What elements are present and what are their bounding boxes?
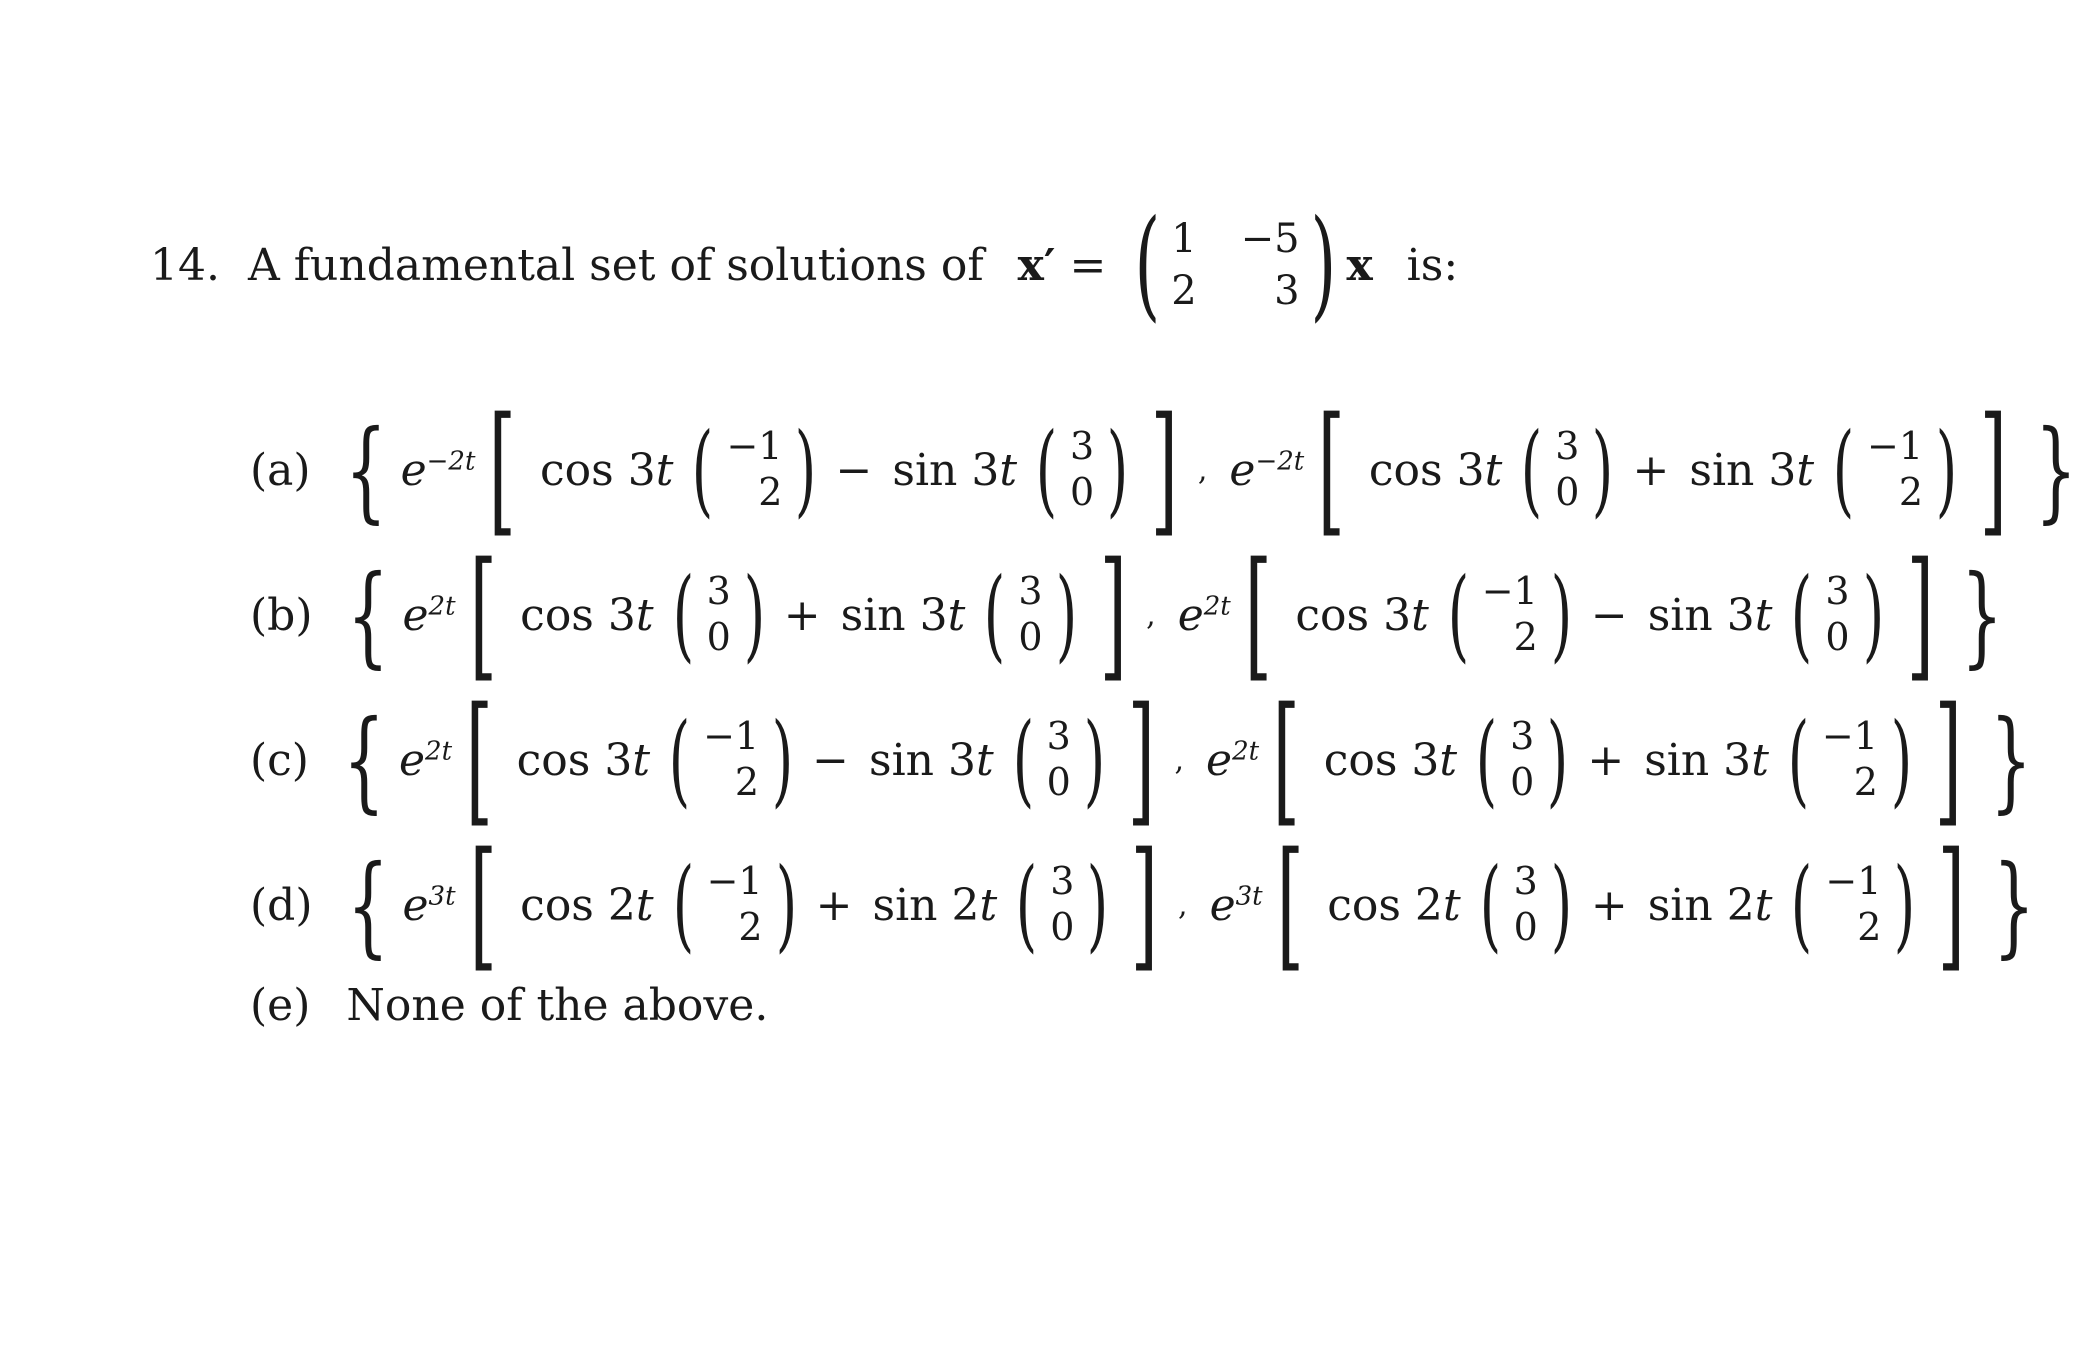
column-vector	[722, 424, 786, 515]
operator: +	[1590, 879, 1628, 931]
vec-left-paren: (	[1012, 701, 1034, 818]
vec-entry: −1	[726, 424, 783, 469]
trig-fn: sin 3	[892, 444, 1000, 496]
vec-entry: 3	[1050, 859, 1075, 904]
column-vector	[699, 714, 763, 805]
option-label: (c)	[250, 734, 309, 786]
comma: ,	[1197, 452, 1208, 488]
operator: +	[1587, 734, 1625, 786]
vec-entry: 2	[1898, 470, 1924, 514]
vec-entry: −1	[1821, 714, 1878, 759]
question-var: x′	[1017, 239, 1056, 291]
exponential: $e^{3t}$	[1209, 879, 1263, 931]
trig-term	[869, 735, 994, 786]
left-bracket: [	[1272, 678, 1301, 841]
t-var: t	[1442, 879, 1461, 931]
exponential: $e^{2t}$	[402, 589, 456, 641]
vec-entry: 0	[706, 615, 731, 659]
exponent: 2t	[1232, 735, 1260, 766]
t-var: t	[655, 444, 674, 496]
vec-entry: 3	[1070, 424, 1095, 469]
vec-entry: 2	[738, 905, 763, 949]
left-bracket: [	[469, 823, 497, 986]
column-vector	[1043, 714, 1075, 805]
column-vector	[703, 859, 767, 950]
exponent: 3t	[1235, 880, 1263, 911]
trig-fn: sin 3	[1689, 444, 1797, 496]
option-c[interactable]	[250, 678, 2046, 841]
trig-term	[1327, 880, 1460, 931]
vec-entry: 3	[1510, 714, 1535, 759]
trig-term	[540, 445, 673, 496]
vec-entry: 0	[1046, 760, 1071, 804]
matrix-cell: 2	[1171, 268, 1197, 314]
vec-left-paren: (	[1521, 411, 1543, 528]
exponent: 2t	[1203, 590, 1231, 621]
left-bracket: [	[1317, 388, 1346, 551]
trig-term	[520, 880, 653, 931]
vec-entry: 2	[758, 470, 783, 514]
exponential: $e^{-2t}$	[1229, 444, 1305, 496]
column-vector	[1821, 569, 1853, 660]
option-e[interactable]	[250, 980, 768, 1031]
right-bracket: ]	[1906, 533, 1934, 696]
trig-term	[1648, 590, 1773, 641]
column-vector	[1821, 859, 1885, 950]
trig-term	[1369, 445, 1502, 496]
left-brace: {	[344, 406, 387, 534]
question-tail: is:	[1406, 239, 1459, 291]
exponent: 2t	[425, 735, 453, 766]
right-bracket: ]	[1131, 823, 1159, 986]
vec-entry: 0	[1070, 470, 1095, 514]
vec-right-paren: )	[795, 411, 817, 528]
column-vector	[1510, 859, 1542, 950]
trig-fn: cos 3	[1368, 444, 1485, 496]
exponential: $e^{2t}$	[398, 734, 453, 786]
left-brace: {	[346, 841, 389, 969]
operator: +	[783, 589, 821, 641]
vec-left-paren: (	[672, 556, 694, 673]
trig-fn: sin 2	[872, 879, 980, 931]
vec-entry: 3	[1018, 569, 1043, 614]
left-bracket: [	[1244, 533, 1272, 696]
vec-right-paren: )	[1550, 556, 1573, 673]
vec-left-paren: (	[672, 846, 694, 963]
right-bracket: ]	[1934, 678, 1962, 841]
trig-fn: sin 3	[1647, 589, 1755, 641]
trig-fn: sin 3	[868, 734, 976, 786]
vec-right-paren: )	[1055, 556, 1077, 673]
t-var: t	[635, 589, 654, 641]
right-bracket: ]	[1099, 533, 1127, 696]
left-bracket: [	[465, 678, 493, 841]
trig-term	[1648, 880, 1773, 931]
t-var: t	[1754, 879, 1773, 931]
coefficient-matrix	[1171, 216, 1299, 314]
trig-term	[1689, 445, 1814, 496]
exponent: 3t	[428, 880, 456, 911]
trig-term	[1644, 735, 1769, 786]
t-var: t	[635, 879, 654, 931]
question-var2: x	[1346, 239, 1373, 291]
vec-left-paren: (	[984, 556, 1006, 673]
vec-entry: −1	[703, 714, 760, 759]
left-bracket: [	[469, 533, 497, 696]
trig-fn: sin 3	[1644, 734, 1752, 786]
vec-entry: −1	[706, 859, 763, 904]
vec-entry: 0	[1513, 905, 1538, 949]
right-brace: }	[1961, 551, 2004, 679]
trig-fn: cos 3	[516, 734, 633, 786]
vec-entry: −1	[1867, 424, 1924, 469]
t-var: t	[1439, 734, 1458, 786]
trig-fn: sin 3	[840, 589, 948, 641]
column-vector	[1066, 424, 1098, 515]
t-var: t	[632, 734, 651, 786]
vec-left-paren: (	[1479, 846, 1501, 963]
vec-left-paren: (	[1447, 556, 1470, 673]
column-vector	[703, 569, 735, 660]
trig-fn: cos 2	[1327, 879, 1443, 931]
trig-term	[892, 445, 1017, 496]
trig-term	[1295, 590, 1428, 641]
column-vector	[1014, 569, 1046, 660]
operator: +	[1632, 444, 1670, 496]
left-paren: (	[1134, 195, 1161, 334]
option-label: (d)	[250, 879, 313, 931]
equals-sign: =	[1069, 239, 1107, 291]
column-vector	[1506, 714, 1538, 805]
right-brace: }	[1989, 696, 2032, 824]
right-bracket: ]	[1979, 388, 2008, 551]
right-paren: )	[1310, 195, 1336, 334]
vec-right-paren: )	[1592, 411, 1614, 528]
vec-right-paren: )	[1890, 701, 1913, 818]
vec-entry: 3	[1825, 569, 1850, 614]
vec-left-paren: (	[692, 411, 714, 528]
trig-fn: cos 3	[1295, 589, 1412, 641]
option-label: (a)	[250, 444, 311, 496]
t-var: t	[979, 879, 998, 931]
matrix-cell: 3	[1274, 268, 1300, 314]
trig-term	[873, 880, 998, 931]
vec-entry: 3	[706, 569, 731, 614]
vec-entry: 2	[1513, 615, 1538, 659]
vec-right-paren: )	[1550, 846, 1573, 963]
right-bracket: ]	[1150, 388, 1179, 551]
vec-left-paren: (	[1832, 411, 1855, 528]
trig-fn: cos 3	[520, 589, 636, 641]
vec-entry: 3	[1513, 859, 1538, 904]
option-a[interactable]	[250, 388, 2091, 551]
vec-right-paren: )	[1083, 701, 1106, 818]
vec-right-paren: )	[1107, 411, 1129, 528]
trig-term	[841, 590, 966, 641]
t-var: t	[1751, 734, 1769, 786]
right-bracket: ]	[1938, 823, 1966, 986]
vec-right-paren: )	[1862, 556, 1884, 673]
vec-entry: −1	[1825, 859, 1882, 904]
t-var: t	[947, 589, 966, 641]
operator: −	[835, 444, 873, 496]
vec-entry: 0	[1555, 470, 1580, 514]
comma: ,	[1146, 597, 1156, 633]
vec-entry: 3	[1555, 424, 1580, 469]
vec-right-paren: )	[771, 701, 794, 818]
option-b[interactable]	[250, 533, 2017, 696]
vec-entry: 2	[1857, 905, 1882, 949]
trig-term	[517, 735, 650, 786]
left-brace: {	[346, 551, 389, 679]
right-bracket: ]	[1127, 678, 1155, 841]
vec-entry: 2	[734, 760, 760, 804]
trig-term	[1324, 735, 1457, 786]
exponent: −2t	[1255, 445, 1305, 476]
vec-left-paren: (	[668, 701, 691, 818]
column-vector	[1863, 424, 1927, 515]
vec-left-paren: (	[1035, 411, 1058, 528]
vec-right-paren: )	[1894, 846, 1916, 963]
right-brace: }	[2034, 406, 2077, 534]
vec-right-paren: )	[743, 556, 766, 673]
left-brace: {	[342, 696, 385, 824]
question-header	[150, 195, 1459, 334]
trig-fn: sin 2	[1647, 879, 1755, 931]
t-var: t	[1796, 444, 1815, 496]
exponential: $e^{2t}$	[1206, 734, 1260, 786]
trig-fn: cos 3	[1323, 734, 1440, 786]
trig-fn: cos 3	[540, 444, 656, 496]
operator: −	[812, 734, 849, 786]
t-var: t	[1411, 589, 1429, 641]
exponent: −2t	[426, 445, 476, 476]
right-brace: }	[1993, 841, 2036, 969]
vec-left-paren: (	[1791, 846, 1813, 963]
vec-entry: 0	[1050, 905, 1075, 949]
exponent: 2t	[428, 590, 456, 621]
option-text: None of the above.	[346, 980, 769, 1031]
trig-fn: cos 2	[520, 879, 636, 931]
vec-right-paren: )	[775, 846, 797, 963]
vec-right-paren: )	[1087, 846, 1109, 963]
operator: +	[815, 879, 853, 931]
column-vector	[1818, 714, 1882, 805]
vec-entry: 0	[1018, 615, 1043, 659]
vec-left-paren: (	[1475, 701, 1498, 818]
option-d[interactable]	[250, 823, 2049, 986]
vec-entry: −1	[1481, 569, 1538, 614]
column-vector	[1046, 859, 1078, 950]
vec-left-paren: (	[1791, 556, 1813, 673]
question-text: A fundamental set of solutions of	[247, 239, 984, 291]
exponential: $e^{3t}$	[402, 879, 456, 931]
vec-entry: 2	[1853, 760, 1878, 804]
comma: ,	[1178, 887, 1188, 923]
left-bracket: [	[1276, 823, 1304, 986]
trig-term	[520, 590, 653, 641]
t-var: t	[975, 734, 994, 786]
operator: −	[1590, 589, 1628, 641]
vec-left-paren: (	[1015, 846, 1038, 963]
vec-entry: 0	[1510, 760, 1535, 804]
exponential: $e^{-2t}$	[400, 444, 476, 496]
vec-right-paren: )	[1547, 701, 1569, 818]
matrix-cell: 1	[1171, 216, 1197, 262]
t-var: t	[1484, 444, 1503, 496]
column-vector	[1478, 569, 1542, 660]
column-vector	[1551, 424, 1583, 515]
question-number: 14.	[150, 239, 220, 291]
left-bracket: [	[489, 388, 517, 551]
t-var: t	[1754, 589, 1773, 641]
vec-right-paren: )	[1935, 411, 1958, 528]
vec-entry: 3	[1046, 714, 1071, 759]
vec-entry: 0	[1825, 615, 1850, 659]
option-label: (e)	[250, 980, 311, 1031]
matrix-cell: −5	[1240, 216, 1300, 262]
vec-left-paren: (	[1787, 701, 1810, 818]
comma: ,	[1174, 742, 1185, 778]
exponential: $e^{2t}$	[1177, 589, 1231, 641]
option-label: (b)	[250, 589, 313, 641]
t-var: t	[999, 444, 1018, 496]
